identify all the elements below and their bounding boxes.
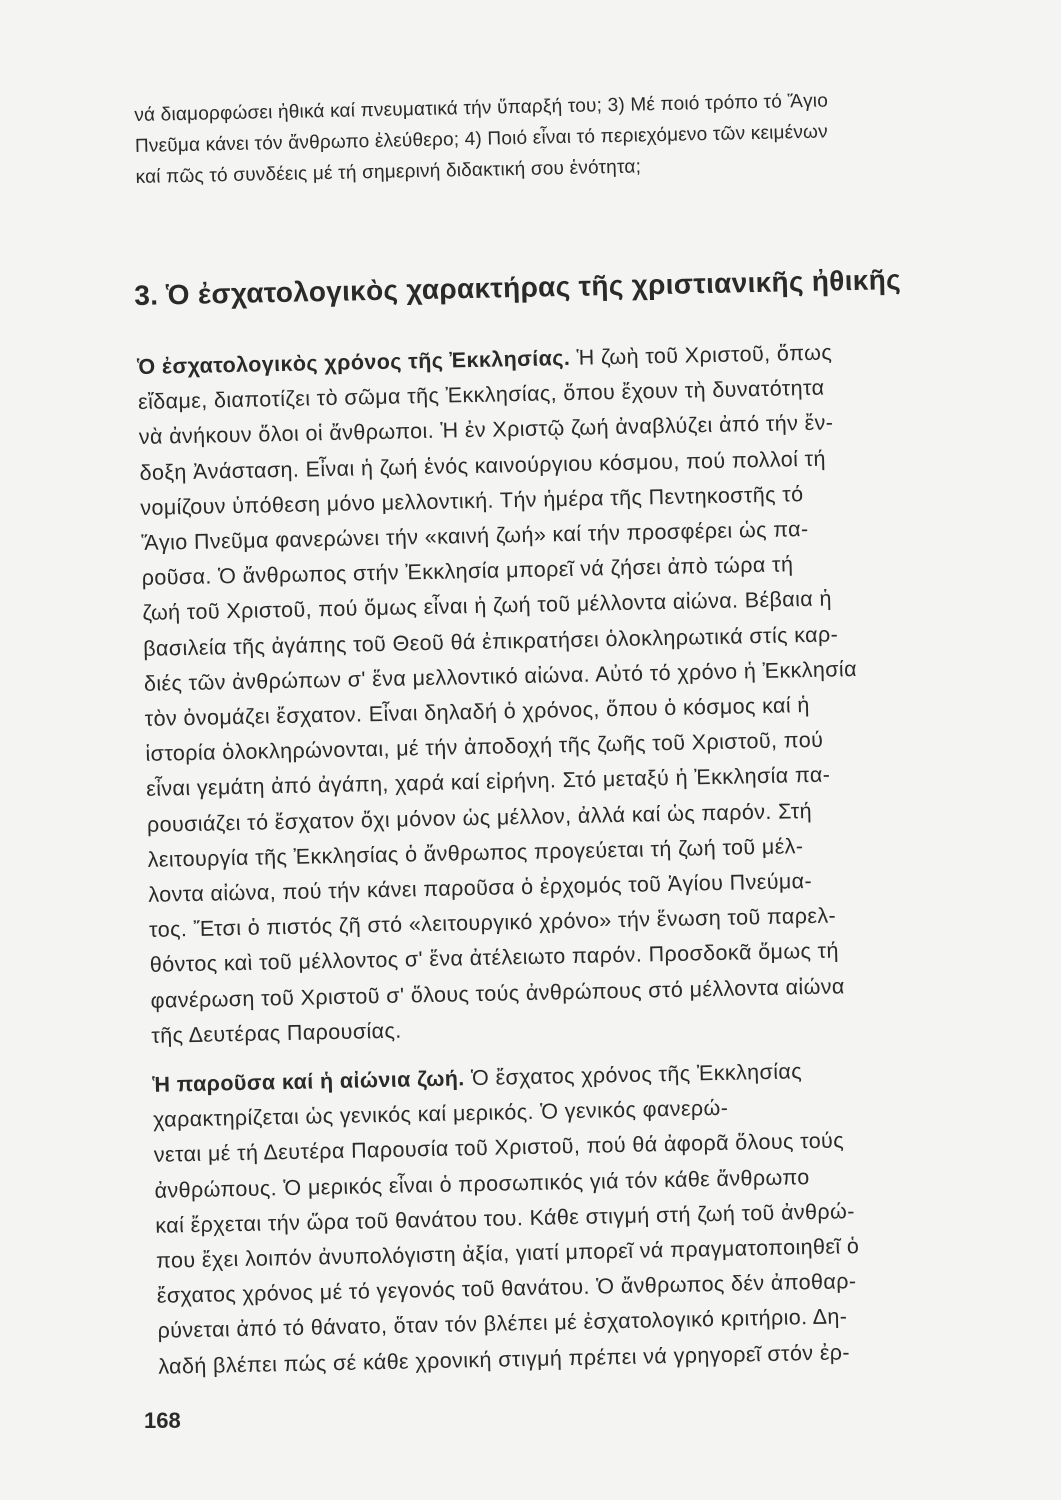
paragraph-line: ρουσιάζει τό ἔσχατον ὄχι μόνον ὡς μέλλον, ἀλλά καί ὡς παρόν. Στή	[146, 798, 813, 837]
intro-questions	[134, 82, 976, 193]
paragraph-line: τὸν ὀνομάζει ἔσχατον. Εἶναι δηλαδή ὁ χρόνος, ὅπου ὁ κόσμος καί ἡ	[144, 693, 811, 731]
paragraph-line: ἱστορία ὁλοκληρώνονται, μέ τήν ἀποδοχή τῆς ζωῆς τοῦ Χριστοῦ, πού	[145, 727, 824, 767]
paragraph-text: Ὁ ἔσχατος χρόνος τῆς Ἐκκλησίας	[464, 1059, 803, 1091]
paragraph-line: καί ἔρχεται τήν ὥρα τοῦ θανάτου του. Κάθε στιγμή στή ζωή τοῦ ἀνθρώ-	[155, 1199, 856, 1238]
paragraph-eschatological-time	[137, 332, 992, 1053]
paragraph-line: ἀνθρώπους. Ὁ μερικός εἶναι ὁ προσωπικός γιά τόν κάθε ἄνθρωπο	[154, 1164, 810, 1203]
paragraph-line: ζωή τοῦ Χριστοῦ, πού ὅμως εἶναι ἡ ζωή τοῦ μέλλοντα αἰώνα. Βέβαια ἡ	[142, 586, 833, 626]
paragraph-line: διές τῶν ἀνθρώπων σ' ἕνα μελλοντικό αἰώνα. Αὐτό τό χρόνο ἡ Ἐκκλησία	[143, 656, 858, 696]
intro-line: Πνεῦμα κάνει τόν ἄνθρωπο ἐλεύθερο; 4) Ποιό εἶναι τό περιεχόμενο τῶν κειμένων	[134, 121, 829, 157]
paragraph-heading: Ὁ ἐσχατολογικὸς χρόνος τῆς Ἐκκλησίας.	[137, 345, 571, 379]
paragraph-line: χαρακτηρίζεται ὡς γενικός καί μερικός. Ὁ γενικός φανερώ-	[152, 1096, 729, 1133]
paragraph-line: θόντος καὶ τοῦ μέλλοντος σ' ἕνα ἀτέλειωτο παρόν. Προσδοκᾶ ὅμως τή	[149, 938, 840, 978]
paragraph-line: δοξη Ἀνάσταση. Εἶναι ἡ ζωή ἑνός καινούργιου κόσμου, πού πολλοί τή	[139, 446, 827, 485]
paragraph-line: ἔσχατος χρόνος μέ τό γεγονός τοῦ θανάτου. Ὁ ἄνθρωπος δέν ἀποθαρ-	[156, 1269, 857, 1309]
paragraph-line: τος. Ἔτσι ὁ πιστός ζῆ στό «λειτουργικό χρόνο» τήν ἕνωση τοῦ παρελ-	[148, 903, 837, 943]
paragraph-present-and-eternal-life	[152, 1050, 998, 1384]
paragraph-line: νὰ ἀνήκουν ὅλοι οἱ ἄνθρωποι. Ἡ ἐν Χριστῷ ζωή ἀναβλύζει ἀπό τήν ἔν-	[138, 410, 834, 450]
paragraph-line: φανέρωση τοῦ Χριστοῦ σ' ὅλους τούς ἀνθρώπους στό μέλλοντα αἰώνα	[150, 973, 845, 1013]
page-number: 168	[144, 1408, 181, 1433]
paragraph-heading: Ἡ παροῦσα καί ἡ αἰώνια ζωή.	[152, 1066, 465, 1097]
intro-line: νά διαμορφώσει ἠθικά καί πνευματικά τήν ὕπαρξή του; 3) Μέ ποιό τρόπο τό Ἅγιο	[134, 90, 829, 126]
intro-line: καί πῶς τό συνδέεις μέ τή σημερινή διδακτική σου ἑνότητα;	[135, 156, 642, 188]
paragraph-line: εἴδαμε, διαποτίζει τὸ σῶμα τῆς Ἐκκλησίας, ὅπου ἔχουν τὴ δυνατότητα	[137, 375, 825, 415]
paragraph-line: εἶναι γεμάτη ἀπό ἀγάπη, χαρά καί εἰρήνη. Στό μεταξύ ἡ Ἐκκλησία πα-	[145, 763, 831, 802]
paragraph-line: λοντα αἰώνα, πού τήν κάνει παροῦσα ὁ ἐρχομός τοῦ Ἁγίου Πνεύμα-	[148, 869, 813, 907]
section-body	[137, 332, 998, 1384]
paragraph-line: νομίζουν ὑπόθεση μόνο μελλοντική. Τήν ἡμέρα τῆς Πεντηκοστῆς τό	[140, 481, 804, 520]
paragraph-text: Ἡ ζωὴ τοῦ Χριστοῦ, ὅπως	[569, 340, 833, 370]
paragraph-line: λειτουργία τῆς Ἐκκλησίας ὁ ἄνθρωπος προγεύεται τή ζωή τοῦ μέλ-	[147, 833, 804, 872]
paragraph-line: ρύνεται ἀπό τό θάνατο, ὅταν τόν βλέπει μέ ἐσχατολογικό κριτήριο. Δη-	[157, 1304, 848, 1344]
paragraph-line: που ἔχει λοιπόν ἀνυπολόγιστη ἀξία, γιατί μπορεῖ νά πραγματοποιηθεῖ ὁ	[155, 1234, 860, 1273]
paragraph-line: τῆς Δευτέρας Παρουσίας.	[151, 1018, 402, 1048]
paragraph-line: λαδή βλέπει πώς σέ κάθε χρονική στιγμή πρέπει νά γρηγορεῖ στόν ἐρ-	[158, 1339, 851, 1379]
paragraph-line: βασιλεία τῆς ἀγάπης τοῦ Θεοῦ θά ἐπικρατήσει ὁλοκληρωτικά στίς καρ-	[143, 622, 839, 661]
paragraph-line: νεται μέ τή Δευτέρα Παρουσία τοῦ Χριστοῦ, πού θά ἀφορᾶ ὅλους τούς	[153, 1128, 845, 1168]
section-heading: 3. Ὁ ἐσχατολογικὸς χαρακτήρας τῆς χριστιανικῆς ἠθικῆς	[134, 263, 902, 311]
paragraph-line: ροῦσα. Ὁ ἄνθρωπος στήν Ἐκκλησία μπορεῖ νά ζήσει ἀπὸ τώρα τή	[141, 552, 794, 591]
paragraph-line: Ἅγιο Πνεῦμα φανερώνει τήν «καινή ζωή» καί τήν προσφέρει ὡς πα-	[140, 516, 809, 555]
